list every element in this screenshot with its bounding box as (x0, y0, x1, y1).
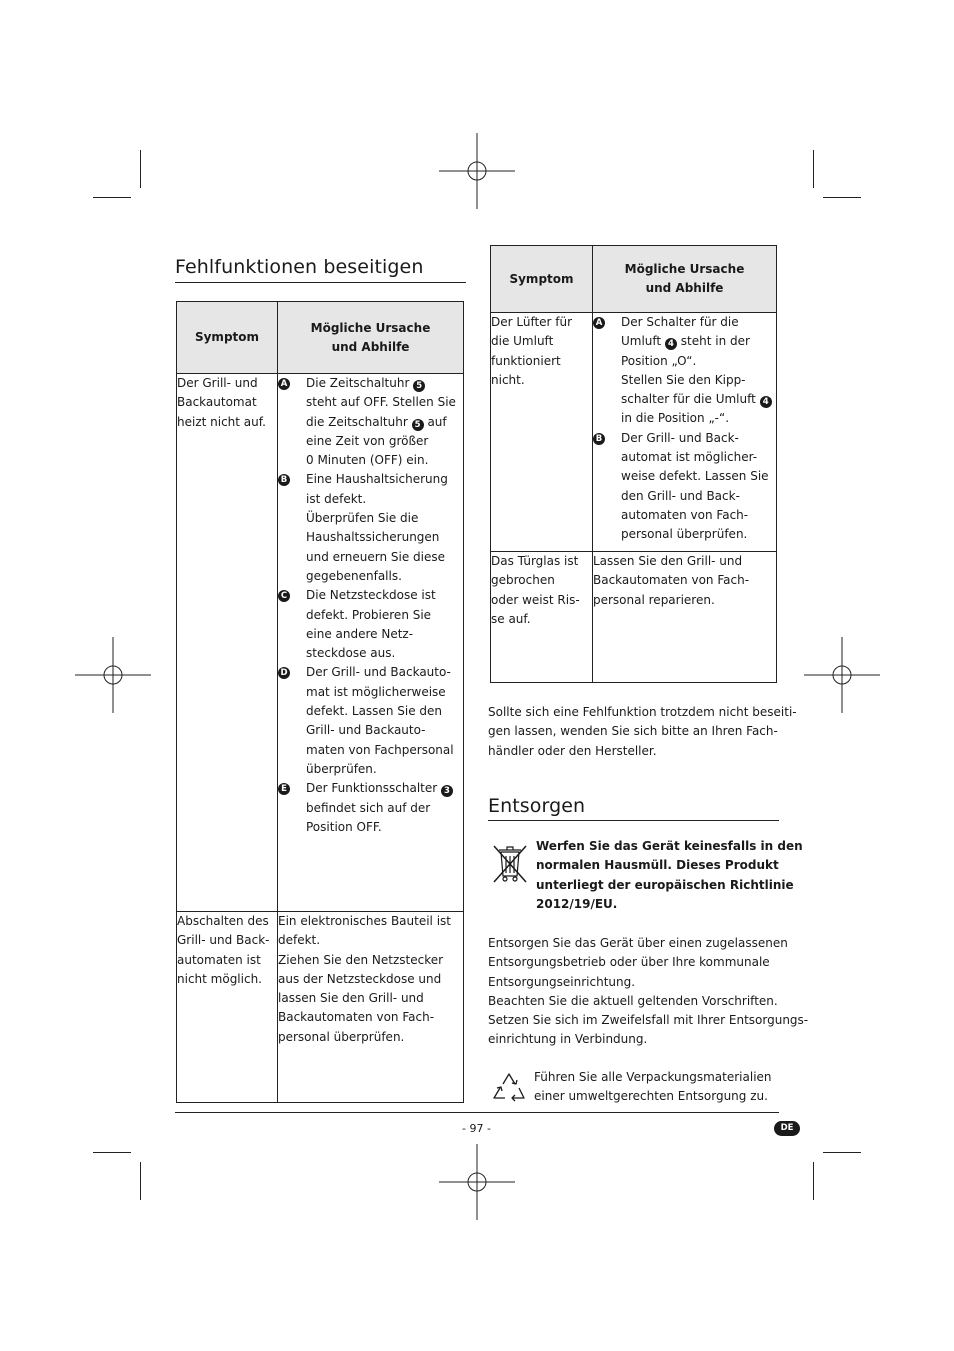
weee-warning: Werfen Sie das Gerät keinesfalls in den normalen Hausmüll. Dieses Produkt unterliegt der europäischen Richtlinie 2012/19/EU. (536, 839, 803, 911)
ref-5-icon: 5 (413, 380, 425, 392)
crop-mark (93, 197, 131, 198)
marker-d-icon: D (278, 667, 290, 679)
ref-4-icon: 4 (760, 396, 772, 408)
registration-mark-icon (439, 133, 515, 209)
crop-mark (140, 150, 141, 188)
ref-3-icon: 3 (441, 785, 453, 797)
marker-a-icon: A (278, 378, 290, 390)
cause-cell (278, 374, 464, 912)
troubleshooting-table-2 (490, 245, 777, 683)
cause-cell (593, 313, 777, 552)
section-title-fehlfunktionen: Fehlfunktionen beseitigen (175, 256, 424, 278)
crop-mark (823, 197, 861, 198)
footer-rule (175, 1112, 779, 1113)
crop-mark (813, 1162, 814, 1200)
symptom-cell: Der Grill- und Backautomat heizt nicht auf. (177, 374, 278, 912)
cause-item-b: B Eine Haushaltsicherung ist defekt. Überprüfen Sie die Haushaltssicherungen und erneuern Sie diese gegebenenfalls. (278, 470, 463, 586)
marker-b-icon: B (278, 474, 290, 486)
crop-mark (93, 1152, 131, 1153)
support-note: Sollte sich eine Fehlfunktion trotzdem nicht beseiti- gen lassen, wenden Sie sich bitte an Ihren Fach- händler oder den Hersteller. (488, 705, 797, 758)
packaging-note: Führen Sie alle Verpackungsmaterialien einer umweltgerechten Entsorgung zu. (534, 1070, 772, 1104)
cause-cell: Lassen Sie den Grill- und Backautomaten von Fach- personal reparieren. (593, 552, 777, 683)
cause-item-c: C Die Netzsteckdose ist defekt. Probieren Sie eine andere Netz- steckdose aus. (278, 586, 463, 663)
crop-mark (813, 150, 814, 188)
troubleshooting-table-1 (176, 301, 464, 1103)
heading-underline (175, 282, 466, 283)
registration-mark-icon (439, 1144, 515, 1220)
marker-e-icon: E (278, 783, 290, 795)
section-title-entsorgen: Entsorgen (488, 795, 586, 817)
cause-cell: Ein elektronisches Bauteil ist defekt. Ziehen Sie den Netzstecker aus der Netzsteckdose und lassen Sie den Grill- und Backautomaten von Fach- personal überprüfen. (278, 912, 464, 1103)
crop-mark (140, 1162, 141, 1200)
header-symptom: Symptom (491, 246, 593, 313)
registration-mark-icon (75, 637, 151, 713)
recycle-icon (489, 1068, 529, 1108)
header-cause: Mögliche Ursache und Abhilfe (593, 246, 777, 313)
crop-mark (823, 1152, 861, 1153)
language-badge: DE (774, 1121, 800, 1136)
cause-item-a: A Der Schalter für die Umluft 4 steht in der Position „O“. Stellen Sie den Kipp- schalter für die Umluft 4 in die Position „-“. (593, 313, 776, 429)
cause-item-e: E Der Funktionsschalter 3 befindet sich auf der Position OFF. (278, 779, 463, 837)
symptom-cell: Der Lüfter für die Umluft funktioniert nicht. (491, 313, 593, 552)
page-number: - 97 - (462, 1122, 491, 1135)
cause-item-a: A Die Zeitschaltuhr 5 steht auf OFF. Stellen Sie die Zeitschaltuhr 5 auf eine Zeit von größer 0 Minuten (OFF) ein. (278, 374, 463, 470)
symptom-cell: Das Türglas ist gebrochen oder weist Ris- se auf. (491, 552, 593, 683)
cause-item-d: D Der Grill- und Backauto- mat ist möglicherweise defekt. Lassen Sie den Grill- und Backauto- maten von Fachpersonal überprüfen. (278, 663, 463, 779)
cause-item-b: B Der Grill- und Back- automat ist möglicher- weise defekt. Lassen Sie den Grill- und Back- automaten von Fach- personal überprüfen. (593, 429, 776, 545)
header-cause: Mögliche Ursache und Abhilfe (278, 302, 464, 374)
registration-mark-icon (804, 637, 880, 713)
marker-a-icon: A (593, 317, 605, 329)
ref-4-icon: 4 (665, 338, 677, 350)
crossed-bin-icon (490, 842, 530, 886)
heading-underline (488, 820, 779, 821)
marker-c-icon: C (278, 590, 290, 602)
header-symptom: Symptom (177, 302, 278, 374)
marker-b-icon: B (593, 433, 605, 445)
symptom-cell: Abschalten des Grill- und Back- automaten ist nicht möglich. (177, 912, 278, 1103)
disposal-instructions: Entsorgen Sie das Gerät über einen zugelassenen Entsorgungsbetrieb oder über Ihre kommunale Entsorgungseinrichtung. Beachten Sie die aktuell geltenden Vorschriften. Setzen Sie sich im Zweifelsfall mit Ihrer Entsorgungs- einrichtung in Verbindung. (488, 936, 809, 1047)
ref-5-icon: 5 (412, 419, 424, 431)
